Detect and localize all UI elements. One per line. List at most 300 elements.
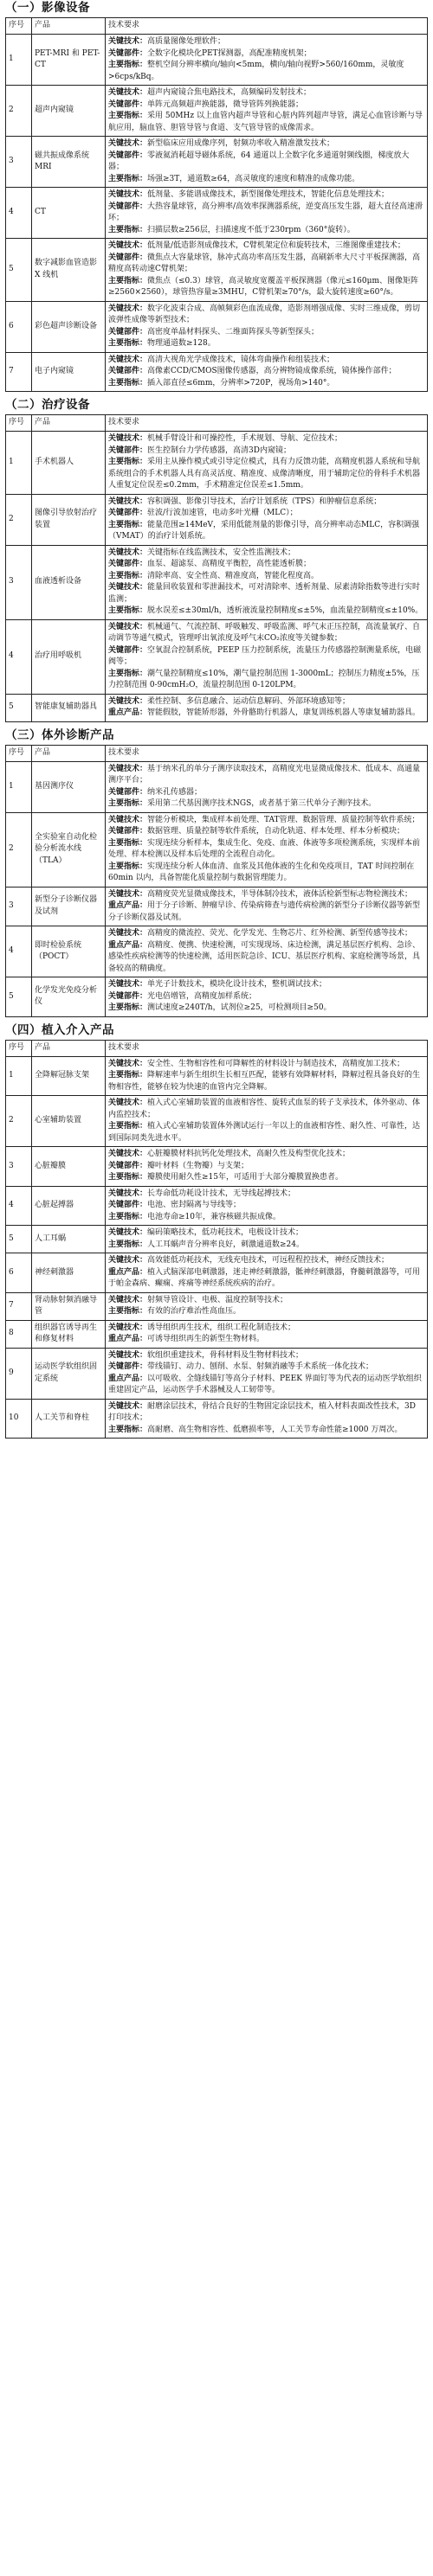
product-name: 手术机器人: [32, 432, 106, 495]
requirement-line: [108, 338, 424, 350]
requirement-line: [108, 1149, 424, 1161]
table-row: [6, 137, 428, 188]
requirement-line: [108, 1059, 424, 1071]
row-number: 3: [6, 1147, 32, 1187]
requirement-key: 主要指标：: [108, 862, 148, 871]
requirement-key: 主要指标：: [108, 1425, 148, 1434]
requirement-text: 新型临床应用成像序列，射频功率收入精准激发技术；: [147, 139, 335, 148]
requirement-text: 诱导组织再生技术，组织工程化制造技术；: [147, 1323, 296, 1332]
requirement-text: 医生控制台力学传感器，高清3D内窥镜；: [147, 445, 291, 455]
requirement-text: 血泵、超滤泵、高精度平衡腔，高性能透析膜；: [147, 560, 312, 568]
row-number: 8: [6, 1320, 32, 1348]
requirement-line: [108, 151, 424, 174]
requirement-line: [108, 645, 424, 669]
technical-requirements: [106, 86, 428, 137]
requirement-line: [108, 826, 424, 838]
row-number: 6: [6, 1253, 32, 1293]
requirement-text: 智能假肢，智能矫形器，外骨骼助行机器人，康复训练机器人等康复辅助器具。: [147, 708, 421, 717]
table-header-row: [6, 18, 428, 35]
requirement-key: 关键部件：: [108, 1362, 148, 1371]
technical-requirements: [106, 926, 428, 977]
requirement-key: 关键技术：: [108, 1295, 148, 1304]
requirement-text: 编码策略技术，低功耗技术，电极设计技术；: [147, 1228, 304, 1237]
requirement-line: [108, 1425, 424, 1437]
product-name: 心脏起搏器: [32, 1186, 106, 1226]
requirement-line: [108, 979, 424, 991]
requirement-text: 机械通气、气流控制、呼吸触发、呼吸监测、呼气末正压控制，高流量氧疗、自动调节等通气模式，管理呼出氧浓度及呼气末CO₂浓度等关键参数；: [108, 622, 421, 643]
column-header-product: 产品: [32, 1040, 106, 1056]
requirement-line: [108, 366, 424, 378]
requirement-line: [108, 355, 424, 367]
requirement-line: [108, 60, 424, 83]
requirement-key: 关键部件：: [108, 787, 148, 797]
table-row: [6, 1186, 428, 1226]
column-header-req: 技术要求: [106, 1040, 428, 1056]
requirement-text: 以可吸收、全缝线锚钉等高分子材料、PEEK 界面钉等为代表的运动医学软组织重建固定产品，运动医学手术器械及人工韧带等。: [108, 1374, 422, 1394]
product-name: 心脏瓣膜: [32, 1147, 106, 1187]
requirement-key: 主要指标：: [108, 174, 148, 183]
table-row: [6, 301, 428, 352]
requirement-line: [108, 202, 424, 225]
section-title: （一）影像设备: [5, 1, 90, 15]
requirement-line: [108, 276, 424, 299]
requirement-line: [108, 1255, 424, 1267]
requirement-key: 关键部件：: [108, 645, 148, 655]
column-header-seq: 序号: [6, 18, 32, 35]
requirement-line: [108, 87, 424, 99]
requirement-key: 主要指标：: [108, 1173, 148, 1182]
row-number: 3: [6, 137, 32, 188]
requirement-text: 人工耳蜗声音分辨率良好，刺激通道数≥24。: [147, 1240, 305, 1249]
requirement-key: 关键技术：: [108, 304, 148, 313]
requirement-line: [108, 928, 424, 940]
requirement-line: [108, 1189, 424, 1201]
requirement-text: 降解速率与新生组织生长相互匹配，能够有效降解材料，降解过程具备良好的生物相容性，能够在较为快速的血管内完全降解。: [108, 1071, 421, 1092]
requirement-text: 纳米孔传感器；: [147, 787, 203, 797]
requirement-text: 高精度荧光显微成像技术，半导体制冷技术，液体活检新型标志物检测技术；: [147, 889, 413, 899]
requirement-text: 潮气量控制精度≤10%，潮气量控制范围 1-3000mL；控制压力精度±5%，压力控制范围 0-90cmH₂O，流量控制范围 0-120LPM。: [108, 669, 420, 689]
product-name: 智能康复辅助器具: [32, 694, 106, 721]
requirement-text: 脱水误差≤±30ml/h，透析液流量控制精度≤±5%，血流量控制精度≤±10%。: [147, 606, 423, 615]
table-row: [6, 761, 428, 812]
requirement-key: 关键技术：: [108, 434, 148, 443]
requirement-line: [108, 225, 424, 237]
product-name: 人工耳蜗: [32, 1226, 106, 1253]
row-number: 5: [6, 239, 32, 302]
requirement-key: 主要指标：: [108, 112, 148, 120]
requirement-key: 关键部件：: [108, 151, 148, 160]
row-number: 4: [6, 188, 32, 239]
requirement-text: 采用 50MHz 以上血管内超声导管和心脏内阵列超声导管，满足心血管诊断与导航应用，脑血管、胆管导管与食道、支气管导管的成像需求。: [108, 112, 423, 132]
table-row: [6, 926, 428, 977]
table-row: [6, 1226, 428, 1253]
requirement-text: 整机空间分辨率横向/轴向<5mm，横向/轴向视野>560/160mm，灵敏度>6cps/kBq。: [108, 61, 404, 81]
product-name: 数字减影血管造影 X 线机: [32, 239, 106, 302]
requirement-text: 植入式心室辅助装置体外测试运行一年以上的血液相容性、耐久性、可靠性，达到国际同类先进水平。: [108, 1122, 421, 1143]
product-name: 电子内窥镜: [32, 352, 106, 392]
requirement-text: 瓣叶材料（生物瓣）与支架；: [147, 1161, 249, 1170]
requirement-text: 射频导管设计、电极、温度控制等技术；: [147, 1295, 288, 1304]
requirement-text: 安全性、生物相容性和可降解性的材料设计与制造技术，高精度加工技术；: [147, 1059, 405, 1068]
requirement-text: 机械手臂设计和可操控性，手术规划、导航、定位技术；: [147, 434, 343, 443]
row-number: 2: [6, 86, 32, 137]
requirement-line: [108, 548, 424, 560]
requirement-line: [108, 378, 424, 390]
requirement-text: 实现连续分析样本，集成生化、免疫、血液、体液等多项检测系统，实现样本前处理、样本检测以及样本后处理的全流程自动化。: [108, 838, 421, 859]
requirement-line: [108, 900, 424, 924]
requirement-key: 关键技术：: [108, 980, 148, 989]
requirement-text: 用于分子诊断、肿瘤早诊、传染病筛查与遗传病检测的新型分子诊断仪器等新型分子诊断仪器及试剂。: [108, 901, 421, 922]
row-number: 10: [6, 1399, 32, 1439]
requirement-key: 关键技术：: [108, 1256, 148, 1265]
table-row: [6, 812, 428, 887]
product-name: 血液透析设备: [32, 545, 106, 619]
requirement-text: 场强≥3T，通道数≥64，高灵敏度的速度和精准的成像功能。: [147, 174, 360, 183]
requirement-text: 超声内窥镜合焦电路技术，高频编码发射技术；: [147, 88, 312, 97]
requirement-key: 关键部件：: [108, 48, 148, 58]
technical-requirements: [106, 301, 428, 352]
requirement-line: [108, 304, 424, 327]
product-name: 彩色超声诊断设备: [32, 301, 106, 352]
technical-requirements: [106, 1226, 428, 1253]
requirement-key: 主要指标：: [108, 458, 148, 466]
requirement-line: [108, 1200, 424, 1212]
technical-requirements: [106, 619, 428, 694]
technical-requirements: [106, 432, 428, 495]
technical-requirements: [106, 1186, 428, 1226]
requirement-key: 关键技术：: [108, 37, 148, 46]
requirement-text: 可诱导组织再生的新型生物材料。: [147, 1335, 265, 1343]
requirement-line: [108, 622, 424, 645]
requirement-line: [108, 838, 424, 862]
requirement-key: 关键技术：: [108, 622, 148, 631]
requirement-line: [108, 606, 424, 618]
technical-requirements: [106, 761, 428, 812]
table-row: [6, 977, 428, 1017]
product-name: 全降解冠脉支架: [32, 1056, 106, 1096]
requirement-text: 植入式脑深部电刺激器，迷走神经刺激器，骶神经刺激器，脊髓刺激器等，可用于帕金森病、癫痫、疼痛等神经系统疾病的治疗。: [108, 1267, 421, 1288]
requirement-text: 单阵元高频超声换能器，微导管阵列换能器；: [147, 99, 304, 109]
row-number: 3: [6, 545, 32, 619]
requirement-key: 关键部件：: [108, 445, 148, 455]
section-title: （二）治疗设备: [5, 398, 90, 412]
table-row: [6, 1253, 428, 1293]
requirement-key: 主要指标：: [108, 339, 148, 348]
requirement-key: 关键部件：: [108, 1201, 148, 1209]
technical-requirements: [106, 1096, 428, 1147]
requirement-key: 关键技术：: [108, 764, 148, 773]
product-name: 肾动脉射频消融导管: [32, 1292, 106, 1320]
requirement-text: 耐磨涂层技术，骨结合良好的生物固定涂层技术，植入材料表面改性技术，3D 打印技术；: [108, 1401, 416, 1422]
requirement-text: 数据管理、质量控制等软件系统，自动化轨道、样本处理、样本分析模块；: [147, 827, 405, 836]
table-row: [6, 1096, 428, 1147]
requirement-line: [108, 1070, 424, 1093]
requirement-line: [108, 787, 424, 799]
row-number: 3: [6, 887, 32, 926]
requirement-key: 主要指标：: [108, 520, 148, 529]
technical-requirements: [106, 1320, 428, 1348]
row-number: 1: [6, 432, 32, 495]
table-row: [6, 1056, 428, 1096]
product-name: 即时检验系统（POCT）: [32, 926, 106, 977]
section-title: （四）植入介入产品: [5, 1022, 114, 1037]
column-header-product: 产品: [32, 415, 106, 432]
row-number: 1: [6, 761, 32, 812]
requirement-line: [108, 433, 424, 445]
requirement-key: 关键技术：: [108, 1099, 148, 1107]
requirement-text: 实现连续分析人体血清、血浆及其他体液的生化和免疫项目，TAT 时间控制在 60min 以内，具备智能化质量控制与数据管理能力。: [108, 862, 415, 882]
table-row: [6, 494, 428, 545]
requirement-line: [108, 508, 424, 520]
requirement-line: [108, 138, 424, 151]
requirement-line: [108, 497, 424, 509]
requirement-line: [108, 253, 424, 276]
requirement-text: 大热容量球管，高分辨率/高效率探测器系统，逆变高压发生器，超大直径高速滑环；: [108, 202, 423, 222]
table-row: [6, 1292, 428, 1320]
requirement-text: 容积调强、影像引导技术，治疗计划系统（TPS）和肿瘤信息系统；: [147, 497, 382, 506]
requirement-key: 主要指标：: [108, 1212, 148, 1221]
table-row: [6, 887, 428, 926]
requirement-text: 高精度的微流控、荧光、化学发光、生物芯片、红外检测、新型传感等技术；: [147, 929, 413, 938]
requirement-line: [108, 1334, 424, 1346]
requirement-text: 采用第二代基因测序技术NGS，或者基于第三代单分子测序技术。: [147, 799, 377, 808]
table-row: [6, 239, 428, 302]
requirement-key: 关键技术：: [108, 929, 148, 938]
requirement-line: [108, 99, 424, 112]
requirements-table: [5, 17, 428, 392]
row-number: 4: [6, 926, 32, 977]
requirement-key: 关键技术：: [108, 1350, 148, 1360]
technical-requirements: [106, 35, 428, 86]
technical-requirements: [106, 188, 428, 239]
requirement-key: 关键部件：: [108, 1161, 148, 1170]
product-name: 组织器官诱导再生和修复材料: [32, 1320, 106, 1348]
requirement-line: [108, 1240, 424, 1252]
requirement-line: [108, 48, 424, 61]
requirement-text: 数字化波束合成、高帧频彩色血流成像，造影剂增强成像、实时三维成像，剪切波弹性成像等新型技术；: [108, 304, 421, 324]
table-row: [6, 1399, 428, 1439]
requirement-key: 关键技术：: [108, 548, 148, 557]
requirement-key: 关键技术：: [108, 1323, 148, 1332]
row-number: 9: [6, 1348, 32, 1399]
row-number: 2: [6, 812, 32, 887]
requirement-key: 关键技术：: [108, 889, 148, 899]
requirement-line: [108, 1121, 424, 1144]
requirement-line: [108, 669, 424, 692]
product-name: 磁共振成像系统 MRI: [32, 137, 106, 188]
row-number: 5: [6, 694, 32, 721]
requirement-key: 关键部件：: [108, 367, 148, 375]
requirement-line: [108, 1172, 424, 1184]
technical-requirements: [106, 137, 428, 188]
requirement-text: 高密度单晶材料探头、二维面阵探头等新型探头；: [147, 327, 320, 336]
requirement-line: [108, 1362, 424, 1374]
requirement-key: 主要指标：: [108, 276, 148, 285]
requirement-text: 微焦点大容量球管，脉冲式高功率高压发生器，高刷新率大尺寸平板探测器，高精度高转动速C臂机架；: [108, 253, 421, 273]
requirement-line: [108, 1161, 424, 1173]
requirement-key: 关键技术：: [108, 1059, 148, 1068]
requirement-line: [108, 798, 424, 811]
requirement-key: 主要指标：: [108, 838, 148, 848]
requirement-line: [108, 1350, 424, 1362]
requirement-line: [108, 1306, 424, 1318]
requirement-line: [108, 1267, 424, 1291]
table-row: [6, 1320, 428, 1348]
requirement-key: 关键部件：: [108, 327, 148, 336]
requirement-key: 主要指标：: [108, 1307, 148, 1316]
requirement-line: [108, 1098, 424, 1121]
requirement-line: [108, 445, 424, 458]
requirement-line: [108, 708, 424, 720]
requirement-line: [108, 1227, 424, 1240]
column-header-product: 产品: [32, 745, 106, 761]
requirement-key: 关键技术：: [108, 1401, 148, 1411]
requirement-text: 高精度、便携、快速检测，可实现现场、床边检测，满足基层医疗机构、急诊、感染性疾病检测等的快速检测，适用医院急诊、ICU、基层医疗机构、家庭检测等场景，具备较高的精确度。: [108, 940, 421, 973]
requirement-key: 重点产品：: [108, 1374, 148, 1383]
technical-requirements: [106, 494, 428, 545]
table-row: [6, 432, 428, 495]
requirement-key: 重点产品：: [108, 1267, 148, 1277]
requirement-key: 主要指标：: [108, 606, 148, 615]
requirement-line: [108, 174, 424, 186]
product-name: 人工关节和脊柱: [32, 1399, 106, 1439]
requirement-text: 植入式心室辅助装置的血液相容性、旋转式血泵的转子支承技术，体外驱动、体内监控技术；: [108, 1099, 421, 1119]
technical-requirements: [106, 1399, 428, 1439]
requirement-text: 清除率高、安全性高、精准度高，智能化程度高。: [147, 571, 320, 580]
requirement-text: 测试速度≥240T/h，试剂位≥25，可检测项目≥50。: [147, 1003, 332, 1012]
requirement-key: 主要指标：: [108, 61, 148, 69]
requirement-text: 低剂量/低造影剂成像技术，C臂机架定位和旋转技术，三维图像重建技术；: [147, 241, 405, 250]
requirement-key: 重点产品：: [108, 1335, 148, 1343]
technical-requirements: [106, 812, 428, 887]
requirement-text: 软组织重建技术，骨科材料及生物材料技术；: [147, 1350, 304, 1360]
technical-requirements: [106, 1348, 428, 1399]
requirement-line: [108, 520, 424, 543]
column-header-req: 技术要求: [106, 18, 428, 35]
product-name: 图像引导放射治疗装置: [32, 494, 106, 545]
row-number: 5: [6, 977, 32, 1017]
requirements-table: [5, 1040, 428, 1439]
requirement-key: 主要指标：: [108, 1003, 148, 1012]
requirement-key: 主要指标：: [108, 378, 148, 388]
table-row: [6, 619, 428, 694]
requirement-text: 插入部直径≤6mm，分辨率>720P，视场角>140°。: [147, 378, 335, 388]
row-number: 6: [6, 301, 32, 352]
product-name: PET-MRI 和 PET-CT: [32, 35, 106, 86]
technical-requirements: [106, 977, 428, 1017]
requirement-text: 微焦点（≤0.3）球管，高灵敏度宽覆盖平板探测器（像元≤160μm、图像矩阵≥2560×2560），球管热容量≥3MHU，C臂机架≥70°/s，最大旋转速度≥60°/s。: [108, 276, 418, 297]
requirement-line: [108, 940, 424, 976]
requirement-text: 电池、密封隔离与导线等；: [147, 1201, 242, 1209]
product-name: 新型分子诊断仪器及试剂: [32, 887, 106, 926]
product-name: 化学发光免疫分析仪: [32, 977, 106, 1017]
technical-requirements: [106, 239, 428, 302]
requirement-line: [108, 862, 424, 885]
table-row: [6, 352, 428, 392]
product-name: 运动医学软组织固定系统: [32, 1348, 106, 1399]
requirement-line: [108, 696, 424, 708]
product-name: 全实验室自动化检验分析流水线（TLA）: [32, 812, 106, 887]
technical-requirements: [106, 1292, 428, 1320]
requirements-table: [5, 414, 428, 722]
requirement-key: 主要指标：: [108, 571, 148, 580]
technical-requirements: [106, 694, 428, 721]
requirement-line: [108, 1295, 424, 1307]
row-number: 1: [6, 1056, 32, 1096]
requirement-line: [108, 457, 424, 492]
requirement-key: 关键部件：: [108, 253, 148, 262]
requirement-text: 单光子计数技术，模块化设计技术，整机调试技术；: [147, 980, 327, 989]
requirement-line: [108, 889, 424, 901]
requirement-text: 有效的治疗难治性高血压。: [147, 1307, 242, 1316]
column-header-seq: 序号: [6, 745, 32, 761]
requirement-line: [108, 240, 424, 253]
requirement-text: 高效能低功耗技术，无线充电技术，可远程程控技术，神经反馈技术；: [147, 1256, 390, 1265]
row-number: 7: [6, 352, 32, 392]
table-row: [6, 1147, 428, 1187]
requirement-text: 空氧混合控制系统，PEEP 压力控制系统，流量压力传感器控制测量系统，电磁阀等；: [108, 645, 422, 666]
requirement-key: 关键部件：: [108, 202, 148, 211]
requirement-text: 驻波/行波加速管，电动多叶光栅（MLC）；: [147, 509, 298, 517]
requirement-line: [108, 1401, 424, 1425]
requirement-key: 关键技术：: [108, 1150, 148, 1158]
row-number: 4: [6, 1186, 32, 1226]
requirement-key: 关键部件：: [108, 99, 148, 109]
table-header-row: [6, 1040, 428, 1056]
requirement-line: [108, 189, 424, 202]
requirement-line: [108, 559, 424, 571]
requirement-line: [108, 764, 424, 787]
requirement-text: 高耐磨、高生物相容性、低磨损率等，人工关节寿命性能≥1000 万周次。: [147, 1425, 403, 1434]
requirement-text: 能量回收装置和零泄漏技术，可对清除率、透析剂量、尿素清除指数等进行实时监测；: [108, 583, 421, 604]
technical-requirements: [106, 1147, 428, 1187]
requirement-line: [108, 1374, 424, 1397]
requirement-key: 关键技术：: [108, 583, 148, 592]
requirement-text: 采用主从操作模式或引导定位模式，具有力反馈功能，高精度机器人系统和导航系统组合的手术机器人具有高灵活度、精准度、成像清晰度，用于辅助定位的骨科手术机器人重复定位误差≤0.2mm，手术精准定位误差≤1.5mm。: [108, 458, 421, 490]
requirement-key: 关键技术：: [108, 88, 148, 97]
section-title: （三）体外诊断产品: [5, 727, 114, 742]
requirement-key: 主要指标：: [108, 225, 148, 234]
row-number: 7: [6, 1292, 32, 1320]
requirement-key: 关键技术：: [108, 1228, 148, 1237]
technical-requirements: [106, 1253, 428, 1293]
column-header-req: 技术要求: [106, 415, 428, 432]
requirement-key: 关键部件：: [108, 560, 148, 568]
requirement-line: [108, 815, 424, 827]
requirement-text: 能量范围≥14MeV，采用低能剂量的影像引导，高分辨率动态MLC，容积调强（VMAT）的治疗计划系统。: [108, 520, 420, 541]
requirement-line: [108, 36, 424, 48]
requirement-key: 主要指标：: [108, 799, 148, 808]
technical-requirements: [106, 887, 428, 926]
requirement-line: [108, 571, 424, 583]
requirement-key: 主要指标：: [108, 1071, 148, 1080]
requirement-key: 重点产品：: [108, 940, 148, 950]
product-name: 心室辅助装置: [32, 1096, 106, 1147]
product-name: 治疗用呼吸机: [32, 619, 106, 694]
requirement-key: 重点产品：: [108, 708, 148, 717]
requirement-text: 瓣膜使用耐久性≥15年，可适用于大部分瓣膜置换患者。: [147, 1173, 344, 1182]
requirement-key: 关键技术：: [108, 139, 148, 148]
requirements-table: [5, 745, 428, 1017]
requirement-line: [108, 1003, 424, 1015]
product-name: CT: [32, 188, 106, 239]
product-name: 基因测序仪: [32, 761, 106, 812]
table-row: [6, 545, 428, 619]
requirement-text: 物理通道数≥128。: [147, 339, 216, 348]
requirement-text: 智能分析模块，集成样本前处理、TAT管理、数据管理、质量控制等软件系统；: [147, 815, 420, 824]
requirement-key: 重点产品：: [108, 901, 148, 910]
requirement-key: 关键技术：: [108, 241, 148, 250]
